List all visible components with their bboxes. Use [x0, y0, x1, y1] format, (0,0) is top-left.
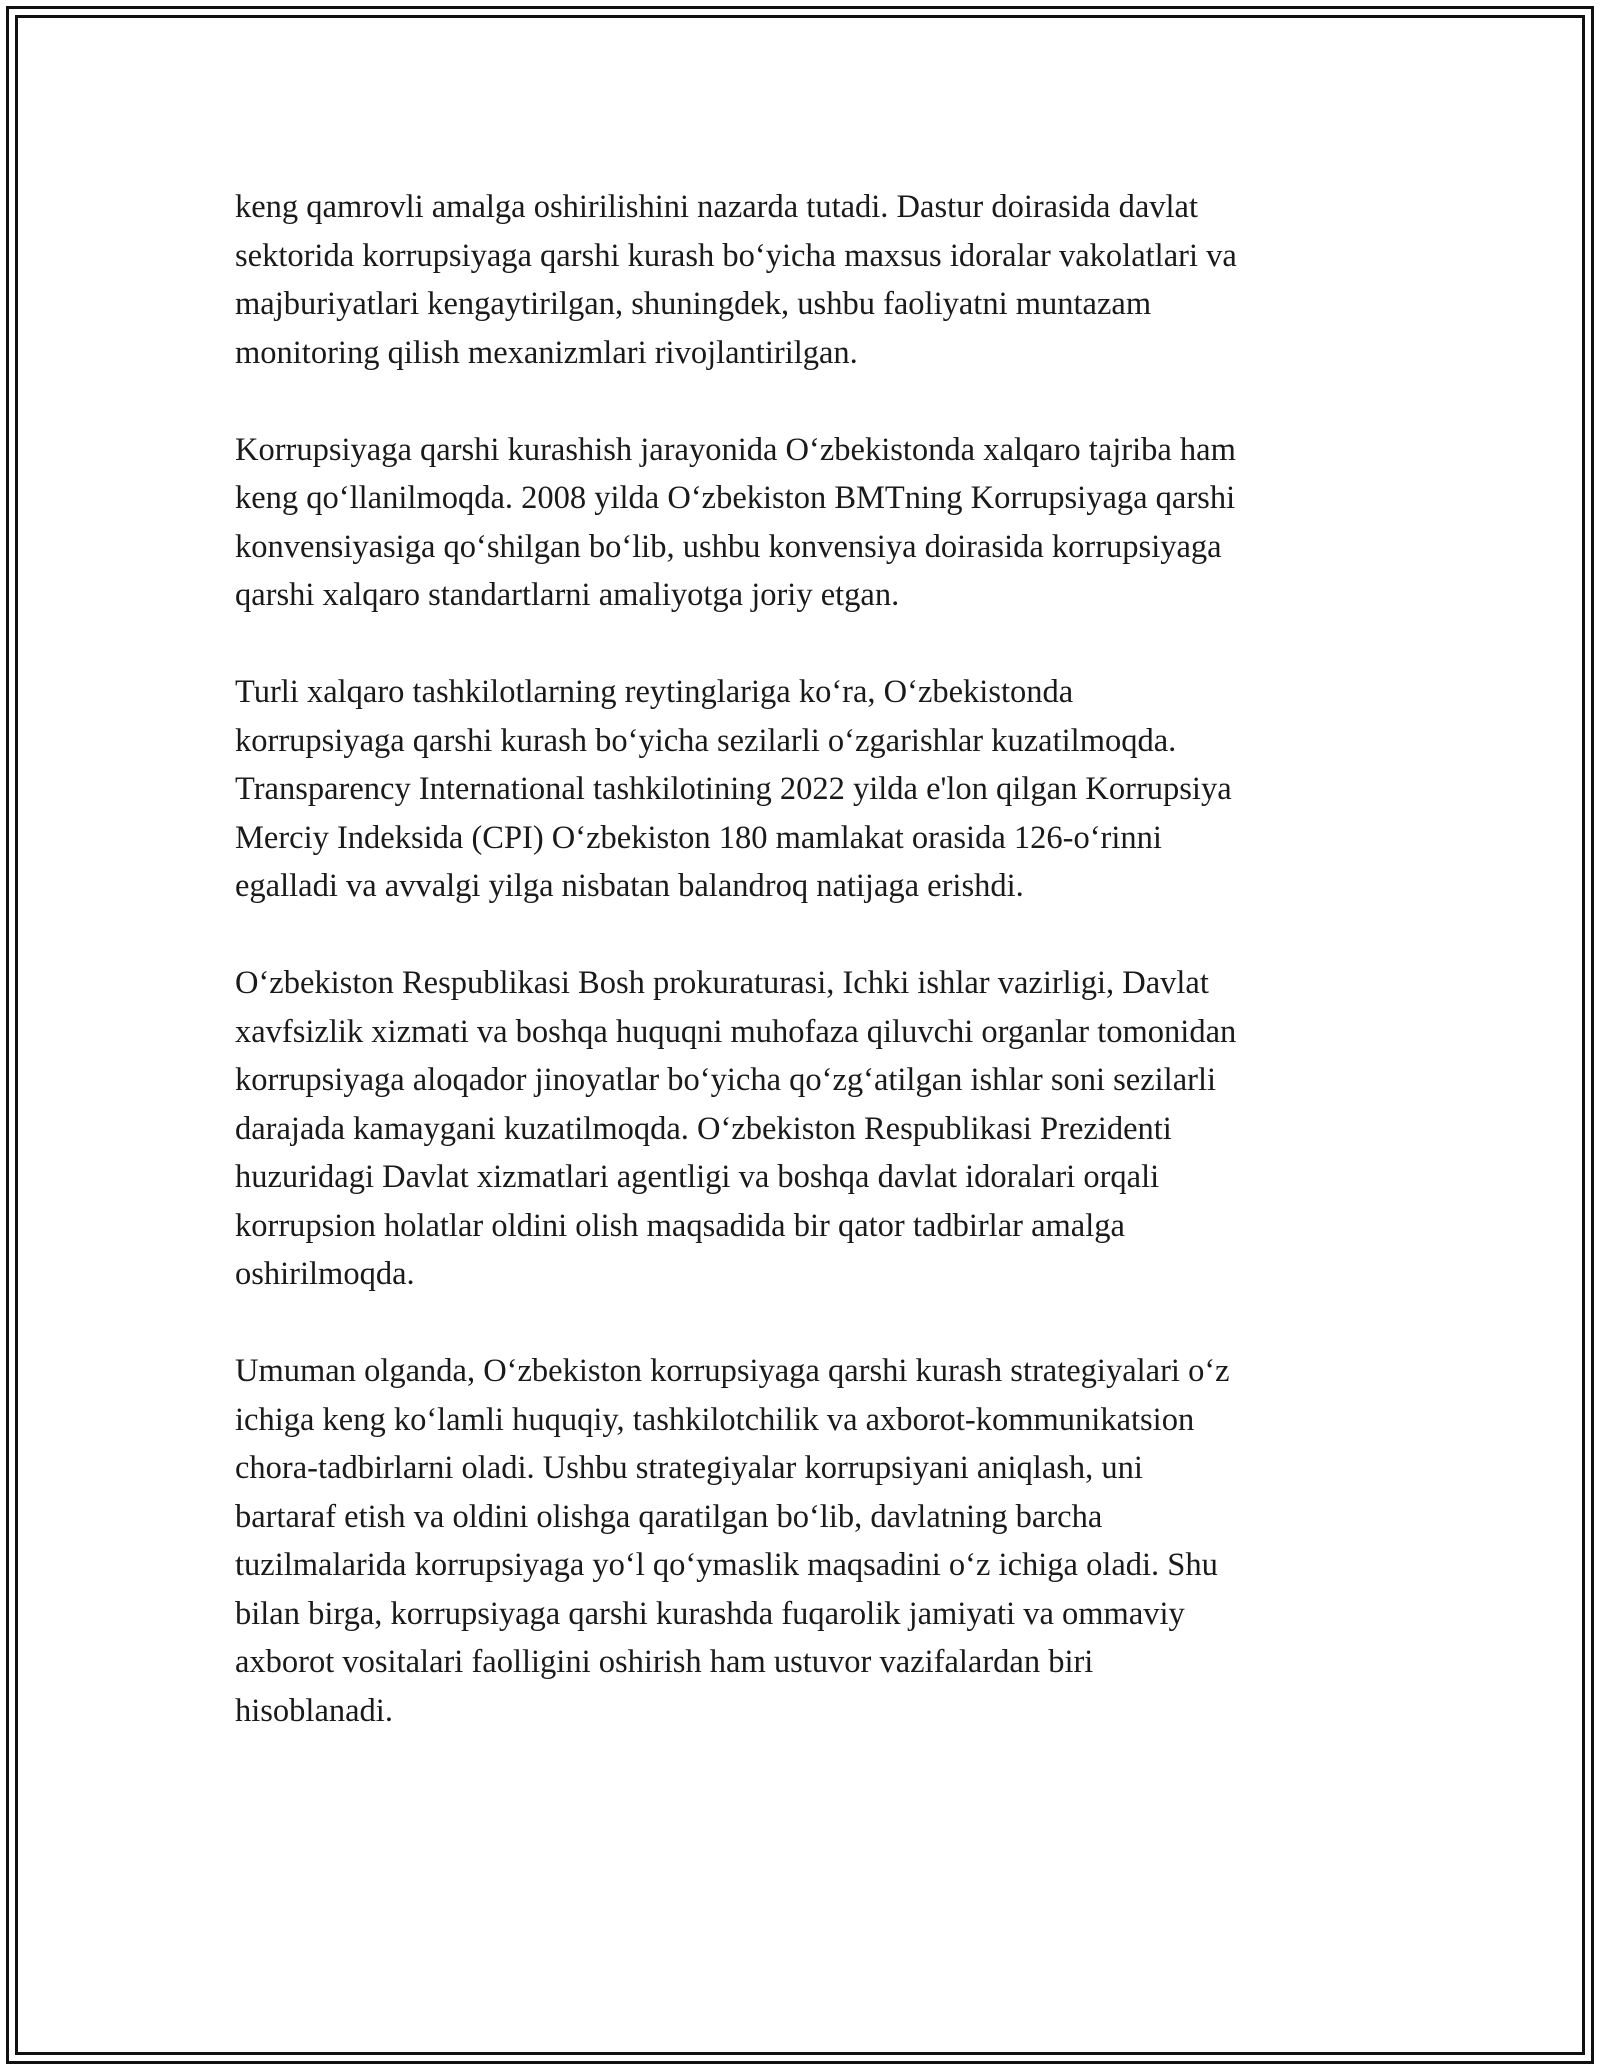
paragraph-international-experience: Korrupsiyaga qarshi kurashish jarayonida O‘zbekistonda xalqaro tajriba ham keng qo‘llanilmoqda. 2008 yilda O‘zbekiston BMTning Korrupsiyaga qarshi konvensiyasiga qo‘shilgan bo‘lib, ushbu konvensiya doirasida korrupsiyaga qarshi xalqaro standartlarni amaliyotga joriy etgan.	[235, 431, 1236, 613]
paragraph-law-enforcement: O‘zbekiston Respublikasi Bosh prokuraturasi, Ichki ishlar vazirligi, Davlat xavfsizlik xizmati va boshqa huquqni muhofaza qiluvchi organlar tomonidan korrupsiyaga aloqador jinoyatlar bo‘yicha qo‘zg‘atilgan ishlar soni sezilarli darajada kamaygani kuzatilmoqda. O‘zbekiston Respublikasi Prezidenti huzuridagi Davlat xizmatlari agentligi va boshqa davlat idoralari orqali korrupsion holatlar oldini olish maqsadida bir qator tadbirlar amalga oshirilmoqda.	[235, 965, 1237, 1292]
paragraph-conclusion: Umuman olganda, O‘zbekiston korrupsiyaga qarshi kurash strategiyalari o‘z ichiga keng ko‘lamli huquqiy, tashkilotchilik va axborot-kommunikatsion chora-tadbirlarni oladi. Ushbu strategiyalar korrupsiyani aniqlash, uni bartaraf etish va oldini olishga qaratilgan bo‘lib, davlatning barcha tuzilmalarida korrupsiyaga yo‘l qo‘ymaslik maqsadini o‘z ichiga oladi. Shu bilan birga, korrupsiyaga qarshi kurashda fuqarolik jamiyati va ommaviy axborot vositalari faolligini oshirish ham ustuvor vazifalardan biri hisoblanadi.	[235, 1353, 1230, 1729]
paragraph-program-scope: keng qamrovli amalga oshirilishini nazarda tutadi. Dastur doirasida davlat sektorida korrupsiyaga qarshi kurash bo‘yicha maxsus idoralar vakolatlari va majburiyatlari kengaytirilgan, shuningdek, ushbu faoliyatni muntazam monitoring qilish mexanizmlari rivojlantirilgan.	[235, 189, 1237, 371]
document-body	[235, 183, 1385, 1784]
paragraph-international-ratings: Turli xalqaro tashkilotlarning reytinglariga ko‘ra, O‘zbekistonda korrupsiyaga qarshi kurash bo‘yicha sezilarli o‘zgarishlar kuzatilmoqda. Transparency International tashkilotining 2022 yilda e'lon qilgan Korrupsiya Merciy Indeksida (CPI) O‘zbekiston 180 mamlakat orasida 126-o‘rinni egalladi va avvalgi yilga nisbatan balandroq natijaga erishdi.	[235, 674, 1232, 904]
